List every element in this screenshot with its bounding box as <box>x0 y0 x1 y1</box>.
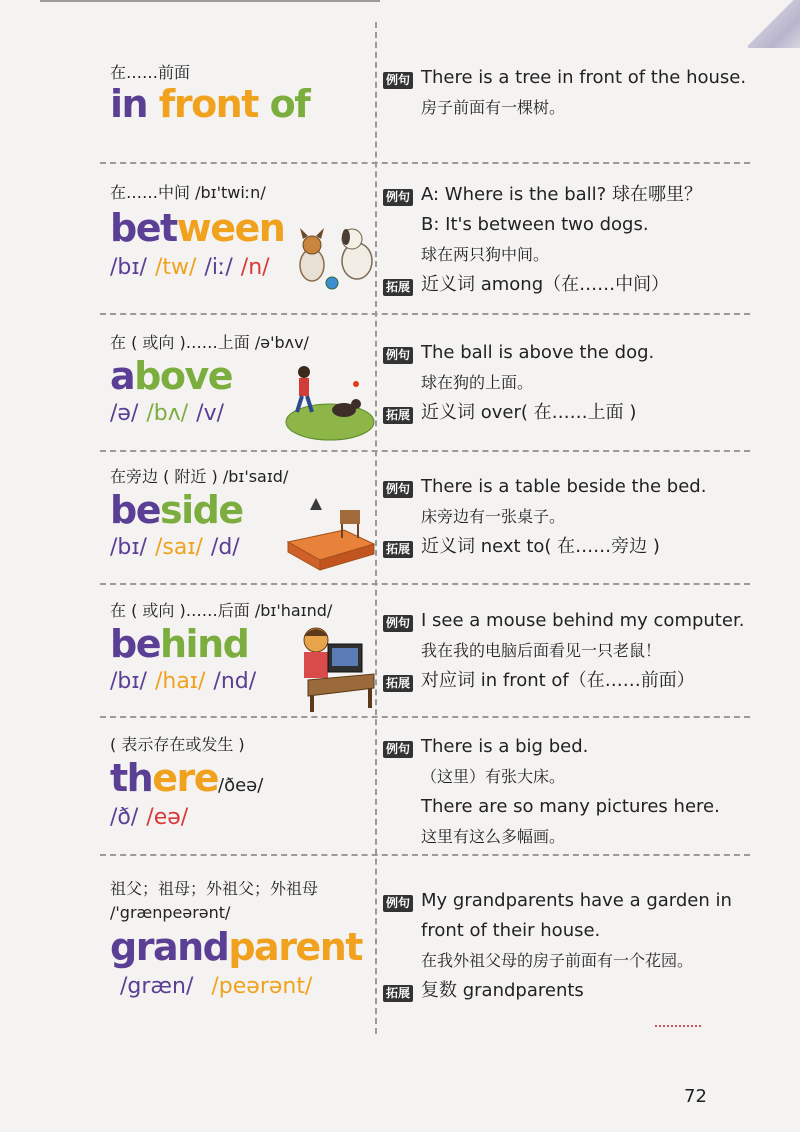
vocab-entry-between <box>100 180 750 310</box>
phonics: /bɪ/ /saɪ/ /d/ <box>110 534 240 560</box>
example-sentence-2: B: It's between two dogs. <box>421 214 649 235</box>
example-translation: （这里）有张大床。 <box>421 767 566 786</box>
phonics: /græn/ /peərənt/ <box>120 973 313 999</box>
example-sentence: 例句 A: Where is the ball? 球在哪里？ <box>383 180 753 210</box>
extend-tag: 拓展 <box>383 407 413 424</box>
example-translation: 在我外祖父母的房子前面有一个花园。 <box>421 951 694 970</box>
example-sentence-2: front of their house. <box>421 920 601 941</box>
boy-and-dog-illustration <box>278 360 378 442</box>
meaning: 在 ( 或向 )……后面 /bɪ'haɪnd/ <box>110 601 333 620</box>
meaning: 在……前面 <box>110 63 191 82</box>
row-separator <box>100 854 750 856</box>
meaning: 在 ( 或向 )……上面 /ə'bʌv/ <box>110 333 309 352</box>
phonics: /bɪ/ /tw/ /iː/ /n/ <box>110 254 270 280</box>
pen-mark <box>655 1025 701 1033</box>
extend-tag: 拓展 <box>383 279 413 296</box>
bed-and-table-illustration <box>282 494 378 576</box>
extend-tag: 拓展 <box>383 541 413 558</box>
headword: beside <box>110 488 243 532</box>
example-translation: 球在两只狗中间。 <box>421 245 550 264</box>
extend-tag: 拓展 <box>383 675 413 692</box>
row-separator <box>100 716 750 718</box>
row-separator <box>100 583 750 585</box>
headword: above <box>110 354 233 398</box>
phonics: /ə/ /bʌ/ /v/ <box>110 400 225 426</box>
row-separator <box>100 162 750 164</box>
example-translation: 我在我的电脑后面看见一只老鼠！ <box>421 641 662 660</box>
phonics: /ð/ /eə/ <box>110 804 189 830</box>
two-dogs-illustration <box>290 225 380 295</box>
boy-at-computer-illustration <box>288 622 378 714</box>
extension-note: 拓展 近义词 among（在……中间） <box>383 270 753 300</box>
example-tag: 例句 <box>383 615 413 632</box>
example-translation: 房子前面有一棵树。 <box>421 98 566 117</box>
meaning: 在旁边 ( 附近 ) /bɪ'saɪd/ <box>110 467 289 486</box>
vocab-entry-behind <box>100 598 750 714</box>
example-sentence: 例句 There is a table beside the bed. <box>383 472 753 502</box>
headword-line <box>110 756 375 800</box>
example-sentence: 例句 The ball is above the dog. <box>383 338 753 368</box>
example-tag: 例句 <box>383 895 413 912</box>
headword: in front of <box>110 82 310 126</box>
vocab-entry-grandparent <box>100 876 750 1026</box>
top-rule <box>40 0 380 6</box>
example-sentence: 例句 My grandparents have a garden in <box>383 886 753 916</box>
example-sentence-2: There are so many pictures here. <box>421 796 720 817</box>
headword: between <box>110 206 285 250</box>
headword: behind <box>110 622 249 666</box>
row-separator <box>100 313 750 315</box>
phonics: /bɪ/ /haɪ/ /nd/ <box>110 668 257 694</box>
meaning: 在……中间 /bɪ'twiːn/ <box>110 183 266 202</box>
meaning: 祖父；祖母；外祖父；外祖母 <box>110 879 319 898</box>
example-sentence: 例句 I see a mouse behind my computer. <box>383 606 753 636</box>
example-tag: 例句 <box>383 741 413 758</box>
example-translation: 床旁边有一张桌子。 <box>421 507 566 526</box>
headword: grandparent <box>110 925 362 969</box>
meaning-phonetic: /'grænpeərənt/ <box>110 903 231 922</box>
extend-tag: 拓展 <box>383 985 413 1002</box>
vocab-entry-above <box>100 330 750 448</box>
example-tag: 例句 <box>383 189 413 206</box>
meaning: ( 表示存在或发生 ) <box>110 735 245 754</box>
vocab-entry-in-front-of <box>100 55 750 160</box>
example-sentence: 例句 There is a big bed. <box>383 732 753 762</box>
extension-note: 拓展 复数 grandparents <box>383 976 753 1006</box>
page-number: 72 <box>684 1086 707 1107</box>
row-separator <box>100 450 750 452</box>
example-translation-2: 这里有这么多幅画。 <box>421 827 566 846</box>
example-translation: 球在狗的上面。 <box>421 373 534 392</box>
headword: there <box>110 756 219 800</box>
headword-phonetic: /ðeə/ <box>218 775 264 796</box>
example-tag: 例句 <box>383 481 413 498</box>
extension-note: 拓展 近义词 over( 在……上面 ) <box>383 398 753 428</box>
example-tag: 例句 <box>383 72 413 89</box>
extension-note: 拓展 近义词 next to( 在……旁边 ) <box>383 532 753 562</box>
vocab-entry-beside <box>100 464 750 582</box>
vocab-entry-there <box>100 732 750 852</box>
extension-note: 拓展 对应词 in front of（在……前面） <box>383 666 753 696</box>
example-sentence: 例句 There is a tree in front of the house. <box>383 63 753 93</box>
example-tag: 例句 <box>383 347 413 364</box>
page-corner <box>748 0 800 48</box>
